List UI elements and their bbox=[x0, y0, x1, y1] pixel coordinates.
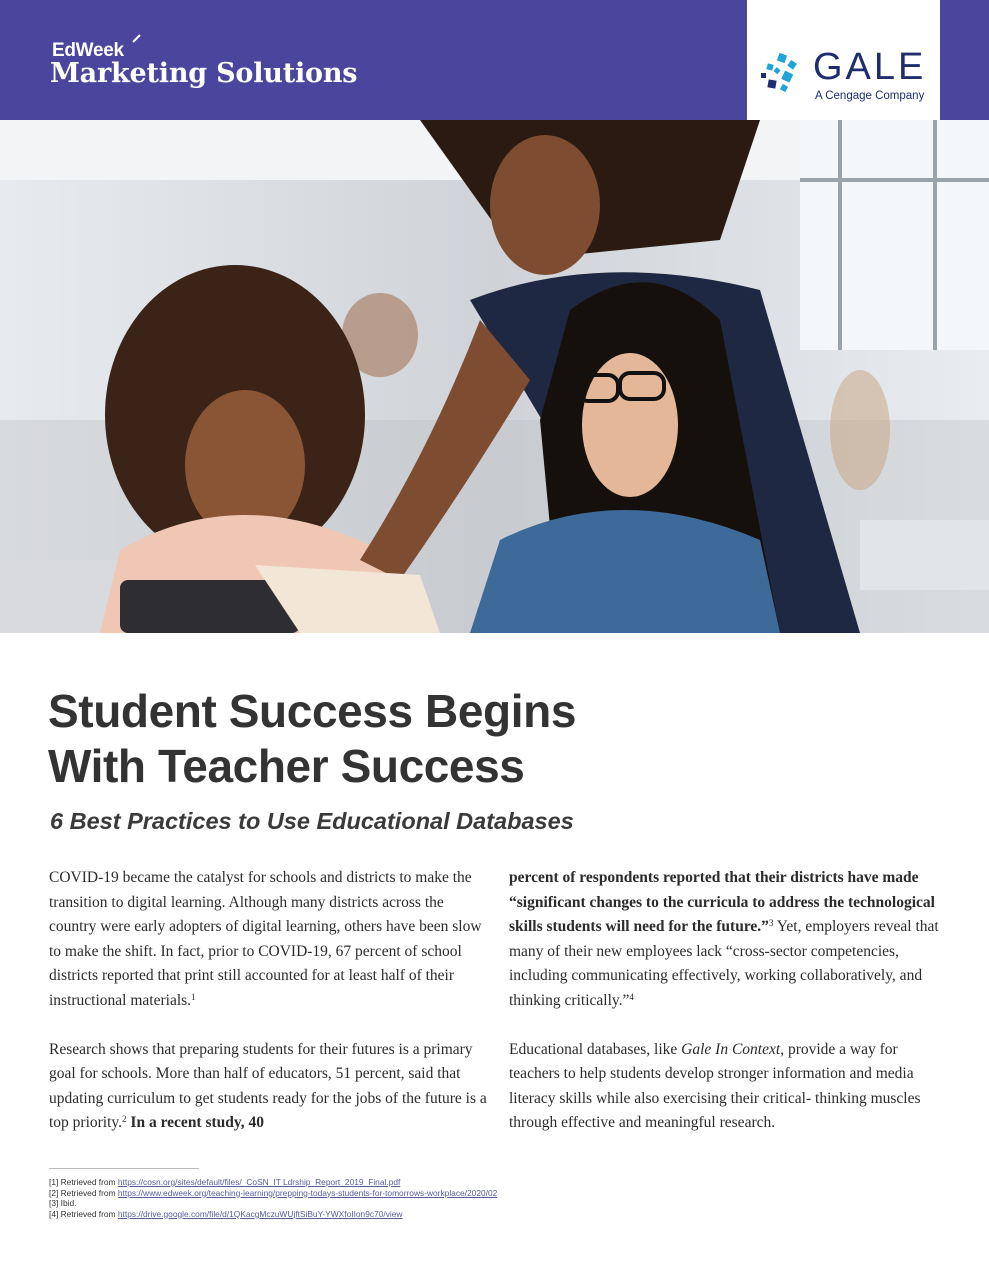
gale-wordmark: GALE bbox=[813, 46, 927, 88]
footnote-divider bbox=[49, 1168, 199, 1169]
body-paragraph-1 bbox=[49, 866, 489, 1013]
body-paragraph-1-text: COVID-19 became the catalyst for schools and districts to make the transition to digital learning. Although many districts across the country were early adopters of digital learning, others have been slow to make the shift. In fact, prior to COVID-19, 67 percent of school districts reported that print still accounted for at least half of their instructional materials. bbox=[49, 869, 482, 1009]
footnote-3 bbox=[49, 1198, 749, 1209]
footnote-2-link[interactable]: https://www.edweek.org/teaching-learning/prepping-todays-students-for-tomorrows-workplace/2020/02 bbox=[117, 1187, 498, 1198]
header-band bbox=[0, 0, 989, 120]
body-paragraph-4-text-a: Educational databases, like bbox=[509, 1040, 682, 1058]
body-column-right bbox=[509, 866, 949, 1160]
body-paragraph-3-bold: percent of respondents reported that their districts have made “significant changes to the curricula to address the technological skills students will need for the future.” bbox=[509, 869, 935, 935]
gale-tagline: A Cengage Company bbox=[815, 90, 925, 102]
footnote-ref-4[interactable]: 4 bbox=[629, 991, 634, 1002]
body-column-left bbox=[49, 866, 489, 1160]
marketing-solutions-wordmark: Marketing Solutions bbox=[50, 58, 358, 89]
classroom-photo-icon bbox=[0, 120, 989, 633]
footnote-2-label: [2] Retrieved from bbox=[49, 1187, 118, 1198]
footnotes bbox=[49, 1168, 749, 1219]
footnote-3-label: [3] Ibid. bbox=[49, 1198, 77, 1208]
footnote-1 bbox=[49, 1177, 749, 1188]
body-paragraph-3-text: Yet, employers reveal that many of their new employees lack “cross-sector competencies, including communicating effectively, working collaboratively, and thinking critically.” bbox=[509, 918, 939, 1009]
footnote-ref-1[interactable]: 1 bbox=[191, 991, 196, 1002]
hero-photo bbox=[0, 120, 989, 633]
page-subtitle: 6 Best Practices to Use Educational Databases bbox=[50, 808, 574, 834]
title-line-1: Student Success Begins bbox=[48, 685, 577, 737]
footnote-4-link[interactable]: https://drive.google.com/file/d/1QKacgMczuWUjftSiBuY-YWXfoIIon9c70/view bbox=[117, 1208, 403, 1219]
footnote-4 bbox=[49, 1209, 749, 1220]
gale-in-context-name: Gale In Context bbox=[681, 1040, 781, 1058]
footnote-4-label: [4] Retrieved from bbox=[49, 1208, 118, 1219]
footnote-ref-3[interactable]: 3 bbox=[768, 918, 774, 928]
page-title bbox=[48, 684, 576, 794]
footnote-ref-2[interactable]: 2 bbox=[122, 1114, 127, 1124]
footnote-1-link[interactable]: https://cosn.org/sites/default/files/_CoSN_IT Ldrship_Report_2019_Final.pdf bbox=[117, 1177, 401, 1187]
body-paragraph-2 bbox=[49, 1038, 489, 1136]
title-line-2: With Teacher Success bbox=[48, 740, 525, 792]
body-paragraph-2-bold: In a recent study, 40 bbox=[126, 1114, 265, 1131]
edweek-label: EdWeek bbox=[52, 40, 124, 61]
body-paragraph-3 bbox=[509, 866, 949, 1013]
body-paragraph-2-text: Research shows that preparing students for their futures is a primary goal for schools. More than half of educators, 51 percent, said that updating curriculum to get students ready for the jobs of the future is a top priority. bbox=[49, 1040, 487, 1131]
footnote-2 bbox=[49, 1188, 749, 1199]
gale-mark-icon bbox=[761, 52, 801, 96]
gale-logo[interactable] bbox=[747, 0, 940, 130]
body-paragraph-4 bbox=[509, 1038, 949, 1136]
footnote-1-label: [1] Retrieved from bbox=[49, 1177, 118, 1187]
body-paragraph-4-text-b: , provide a way for teachers to help students develop stronger information and media literacy skills while also exercising their critical- thinking muscles through effective and meaningful research. bbox=[509, 1040, 921, 1131]
edweek-tick-icon bbox=[132, 34, 142, 44]
